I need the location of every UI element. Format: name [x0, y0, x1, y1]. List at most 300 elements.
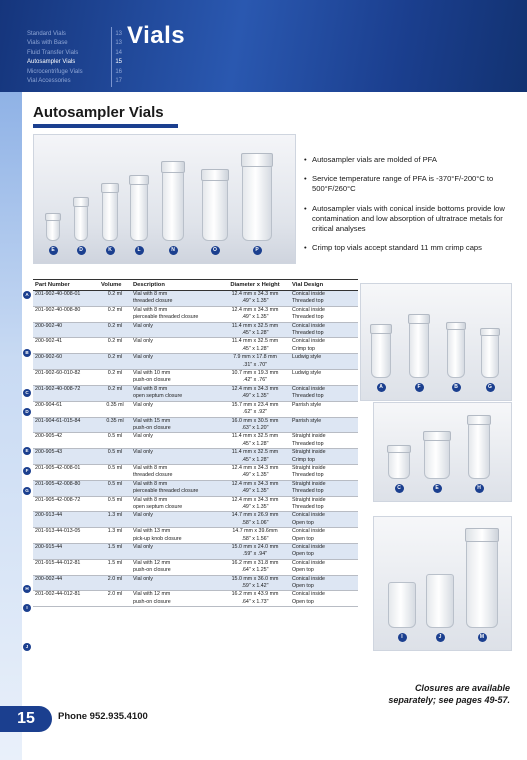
- cell-part-number-text: 200-904-61: [35, 401, 63, 408]
- cell-dimensions-line: 11.4 mm x 32.5 mm: [231, 433, 279, 440]
- page-header: [0, 0, 527, 92]
- cell-dimensions-line: .49" x 1.35": [241, 314, 269, 321]
- cell-description: [131, 591, 220, 607]
- cell-vial-design-line: Conical inside: [292, 322, 325, 329]
- vial-cap-image: [201, 169, 229, 181]
- cell-dimensions: [220, 338, 290, 354]
- cell-vial-design: [290, 354, 358, 370]
- cell-vial-design-line: Straight inside: [292, 496, 326, 503]
- cell-part-number-text: 200-902-40: [35, 322, 63, 329]
- toc-item[interactable]: [27, 68, 122, 77]
- cell-dimensions-line: .49" x 1.35": [241, 298, 269, 305]
- cell-vial-design-line: Conical inside: [292, 306, 325, 313]
- cell-dimensions-line: .49" x 1.35": [241, 393, 269, 400]
- vial-cap-image: [161, 161, 185, 173]
- closures-note: [340, 682, 510, 706]
- cell-part-number: [33, 544, 99, 560]
- row-badge: C: [23, 389, 31, 397]
- cell-description: [131, 480, 220, 496]
- side-strip: [0, 92, 22, 760]
- cell-volume: [99, 401, 131, 417]
- cell-volume-text: 0.2 ml: [107, 370, 123, 377]
- cell-part-number: [33, 496, 99, 512]
- table-row: [33, 338, 358, 354]
- vial-image: [388, 451, 410, 479]
- cell-dimensions-line: 15.0 mm x 24.0 mm: [231, 544, 279, 550]
- toc-item[interactable]: [27, 77, 122, 86]
- photo-label-badge: I: [398, 633, 407, 642]
- cell-part-number-text: 200-913-44: [35, 512, 63, 519]
- cell-dimensions-line: 10.7 mm x 19.3 mm: [231, 370, 279, 377]
- cell-volume-text: 0.2 ml: [107, 385, 123, 392]
- cell-vial-design-line: Open top: [292, 567, 314, 574]
- cell-volume-text: 2.0 ml: [107, 591, 123, 598]
- section-toc: [27, 30, 122, 86]
- cell-volume-text: 0.5 ml: [107, 433, 123, 440]
- cell-volume: [99, 433, 131, 449]
- cell-vial-design: [290, 306, 358, 322]
- cell-volume: [99, 512, 131, 528]
- cell-description-line: Vial with 8 mm: [133, 306, 168, 313]
- cell-vial-design-line: Crimp top: [292, 456, 315, 463]
- cell-description: [131, 322, 220, 338]
- cell-dimensions: [220, 480, 290, 496]
- vial-cap-image: [446, 322, 466, 330]
- photo-label-badge: K: [106, 246, 115, 255]
- cell-vial-design: [290, 528, 358, 544]
- cell-vial-design: [290, 464, 358, 480]
- cell-dimensions: [220, 449, 290, 465]
- toc-item-page: 14: [115, 49, 122, 56]
- bullet-item: [304, 174, 510, 194]
- cell-dimensions-line: 16.2 mm x 43.9 mm: [231, 591, 279, 598]
- cell-volume: [99, 544, 131, 560]
- cell-vial-design: [290, 401, 358, 417]
- cell-dimensions-line: 12.4 mm x 34.3 mm: [231, 480, 279, 487]
- cell-description-line: Vial only: [133, 322, 153, 329]
- product-photo-group-c: [373, 402, 512, 502]
- product-table-wrap: [33, 279, 358, 607]
- cell-dimensions: [220, 559, 290, 575]
- cell-volume: [99, 417, 131, 433]
- header-dimensions: Diameter x Height: [220, 280, 290, 291]
- cell-description-line: pick-up knob closure: [133, 535, 182, 542]
- cell-dimensions-line: 16.0 mm x 30.5 mm: [231, 417, 279, 424]
- header-vial-design: Vial Design: [290, 280, 358, 291]
- table-row: [33, 385, 358, 401]
- cell-description-line: pierceable threaded closure: [133, 488, 199, 495]
- table-row: [33, 354, 358, 370]
- cell-description: [131, 385, 220, 401]
- cell-dimensions-line: .45" x 1.28": [241, 330, 269, 337]
- vial-cap-image: [45, 213, 61, 221]
- cell-vial-design: [290, 591, 358, 607]
- cell-dimensions-line: 7.9 mm x 17.8 mm: [233, 354, 277, 361]
- vial-image: [481, 334, 499, 378]
- cell-vial-design-line: Threaded top: [292, 298, 324, 305]
- cell-dimensions-line: 14.7 mm x 39.6mm: [232, 528, 278, 535]
- cell-volume: [99, 354, 131, 370]
- cell-part-number: [33, 338, 99, 354]
- cell-description-line: Vial only: [133, 575, 153, 582]
- cell-part-number: [33, 512, 99, 528]
- vial-cap-image: [480, 328, 500, 336]
- table-row: [33, 512, 358, 528]
- toc-item-label: Vials with Base: [27, 40, 68, 47]
- cell-volume-text: 1.5 ml: [107, 544, 123, 550]
- cell-volume-text: 0.5 ml: [107, 449, 123, 456]
- bullet-dot-icon: •: [304, 155, 307, 164]
- table-row: [33, 480, 358, 496]
- table-row: [33, 433, 358, 449]
- cell-vial-design: [290, 338, 358, 354]
- vial-image: [102, 191, 118, 241]
- cell-description: [131, 417, 220, 433]
- cell-dimensions: [220, 575, 290, 591]
- cell-part-number: [33, 464, 99, 480]
- cell-description: [131, 544, 220, 560]
- cell-volume-text: 0.2 ml: [107, 338, 123, 345]
- cell-vial-design-line: Ludwig style: [292, 354, 322, 361]
- cell-vial-design: [290, 385, 358, 401]
- vial-image: [46, 219, 60, 241]
- row-badge: I: [23, 604, 31, 612]
- cell-dimensions-line: .64" x 1.25": [241, 567, 269, 574]
- cell-vial-design: [290, 417, 358, 433]
- cell-dimensions: [220, 496, 290, 512]
- cell-dimensions-line: 11.4 mm x 32.5 mm: [231, 338, 279, 345]
- cell-dimensions-line: .63" x 1.20": [241, 424, 269, 431]
- vial-cap-image: [73, 197, 89, 207]
- cell-description-line: [133, 330, 218, 337]
- cell-description: [131, 401, 220, 417]
- toc-item-page: 13: [115, 40, 122, 47]
- cell-volume-text: 0.2 ml: [107, 306, 123, 313]
- vial-image: [130, 183, 148, 241]
- cell-part-number-text: 201-002-44-012-81: [35, 591, 81, 598]
- photo-label-badge: B: [452, 383, 461, 392]
- cell-vial-design-line: [292, 409, 356, 416]
- page-number: 15: [0, 706, 52, 732]
- cell-volume: [99, 306, 131, 322]
- table-row: [33, 591, 358, 607]
- cell-description-line: Vial with 8 mm: [133, 480, 168, 487]
- cell-vial-design-line: Ludwig style: [292, 370, 322, 377]
- header-part-number: Part Number: [33, 280, 99, 291]
- cell-volume-text: 1.5 ml: [107, 559, 123, 566]
- cell-vial-design-line: [292, 377, 356, 384]
- toc-item[interactable]: [27, 30, 122, 39]
- cell-part-number-text: 201-915-44-012-81: [35, 559, 81, 566]
- cell-description-line: Vial with 8 mm: [133, 464, 168, 471]
- cell-vial-design-line: Conical inside: [292, 575, 325, 582]
- vial-image: [424, 439, 450, 479]
- cell-volume-text: 0.2 ml: [107, 322, 123, 329]
- cell-description: [131, 338, 220, 354]
- cell-description-line: Vial with 12 mm: [133, 559, 171, 566]
- cell-volume: [99, 528, 131, 544]
- cell-description: [131, 496, 220, 512]
- bullet-item: [304, 204, 510, 235]
- cell-part-number: [33, 591, 99, 607]
- cell-vial-design-line: Threaded top: [292, 503, 324, 510]
- cell-volume-text: 0.5 ml: [107, 464, 123, 471]
- table-row: [33, 401, 358, 417]
- cell-volume: [99, 291, 131, 307]
- header-divider: [111, 27, 112, 87]
- cell-vial-design-line: Conical inside: [292, 338, 325, 345]
- row-badge: B: [23, 349, 31, 357]
- cell-vial-design-line: Straight inside: [292, 433, 326, 440]
- cell-description-line: Vial with 13 mm: [133, 528, 171, 535]
- table-row: [33, 464, 358, 480]
- feature-bullets: [304, 155, 510, 262]
- cell-dimensions: [220, 354, 290, 370]
- cell-vial-design-line: Parrish style: [292, 401, 322, 408]
- row-badge: E: [23, 447, 31, 455]
- cell-description-line: Vial with 12 mm: [133, 591, 171, 598]
- cell-description: [131, 291, 220, 307]
- cell-part-number: [33, 480, 99, 496]
- row-badge: H: [23, 585, 31, 593]
- cell-vial-design-line: Conical inside: [292, 528, 325, 535]
- cell-dimensions: [220, 591, 290, 607]
- photo-label-badge: C: [395, 484, 404, 493]
- bullet-text: Service temperature range of PFA is -370°F/-200°C to 500°F/260°C: [312, 174, 494, 194]
- photo-label-badge: L: [135, 246, 144, 255]
- cell-dimensions: [220, 291, 290, 307]
- cell-description: [131, 528, 220, 544]
- cell-part-number: [33, 433, 99, 449]
- photo-label-badge: F: [415, 383, 424, 392]
- cell-dimensions: [220, 401, 290, 417]
- row-badge: G: [23, 487, 31, 495]
- product-photo-main: [33, 134, 296, 264]
- cell-dimensions-line: .62" x .92": [242, 409, 268, 416]
- cell-vial-design-line: Open top: [292, 583, 314, 590]
- cell-part-number: [33, 449, 99, 465]
- vial-cap-image: [101, 183, 119, 193]
- cell-description: [131, 306, 220, 322]
- cell-description-line: push-on closure: [133, 424, 171, 431]
- cell-volume: [99, 464, 131, 480]
- cell-description: [131, 354, 220, 370]
- cell-part-number-text: 201-902-60-010-82: [35, 370, 81, 377]
- cell-volume-text: 0.2 ml: [107, 291, 123, 297]
- row-badge: F: [23, 467, 31, 475]
- cell-volume: [99, 559, 131, 575]
- vial-cap-image: [129, 175, 149, 185]
- photo-label-badge: E: [49, 246, 58, 255]
- photo-label-badge: P: [253, 246, 262, 255]
- cell-description-line: Vial only: [133, 512, 153, 519]
- cell-vial-design-line: Conical inside: [292, 512, 325, 519]
- table-row: [33, 528, 358, 544]
- cell-dimensions-line: 14.7 mm x 26.9 mm: [231, 512, 279, 519]
- cell-part-number: [33, 528, 99, 544]
- cell-part-number-text: 201-902-40-008-80: [35, 306, 81, 313]
- phone-number: Phone 952.935.4100: [58, 711, 148, 722]
- cell-description-line: [133, 520, 218, 527]
- cell-vial-design-line: Conical inside: [292, 291, 325, 297]
- table-row: [33, 291, 358, 307]
- row-badge: J: [23, 643, 31, 651]
- cell-description-line: Vial with 8 mm: [133, 496, 168, 503]
- cell-description-line: [133, 362, 218, 369]
- cell-dimensions-line: 11.4 mm x 32.5 mm: [231, 449, 279, 456]
- vial-cap-image: [423, 431, 451, 441]
- bullet-item: [304, 155, 510, 165]
- vial-image: [468, 423, 490, 479]
- cell-description-line: Vial only: [133, 338, 153, 345]
- cell-vial-design-line: Threaded top: [292, 488, 324, 495]
- bullet-dot-icon: •: [304, 203, 307, 213]
- cell-volume-text: 0.5 ml: [107, 480, 123, 487]
- cell-volume: [99, 322, 131, 338]
- cell-dimensions: [220, 433, 290, 449]
- cell-vial-design-line: Threaded top: [292, 314, 324, 321]
- cell-part-number: [33, 306, 99, 322]
- cell-dimensions-line: .49" x 1.35": [241, 472, 269, 479]
- cell-vial-design-line: Parrish style: [292, 417, 322, 424]
- cell-vial-design-line: [292, 362, 356, 369]
- cell-description: [131, 575, 220, 591]
- cell-volume: [99, 575, 131, 591]
- cell-description-line: Vial with 8 mm: [133, 385, 168, 392]
- cell-dimensions-line: 12.4 mm x 34.3 mm: [231, 464, 279, 471]
- cell-dimensions: [220, 544, 290, 560]
- cell-description: [131, 449, 220, 465]
- cell-dimensions-line: .59" x 1.42": [241, 583, 269, 590]
- cell-description-line: Vial only: [133, 449, 153, 456]
- cell-description: [131, 559, 220, 575]
- cell-dimensions-line: 12.4 mm x 34.3 mm: [231, 306, 279, 313]
- toc-item-label: Standard Vials: [27, 31, 66, 37]
- bullet-text: Crimp top vials accept standard 11 mm crimp caps: [312, 243, 482, 253]
- cell-part-number-text: 200-905-42: [35, 433, 63, 440]
- page-title: Vials: [127, 22, 186, 49]
- vial-image: [447, 328, 465, 378]
- cell-vial-design: [290, 433, 358, 449]
- table-row: [33, 559, 358, 575]
- cell-description: [131, 464, 220, 480]
- cell-part-number-text: 200-902-60: [35, 354, 63, 361]
- vial-cap-image: [370, 324, 392, 334]
- table-row: [33, 322, 358, 338]
- cell-vial-design-line: Open top: [292, 535, 314, 542]
- cell-dimensions-line: .59" x .94": [242, 551, 268, 558]
- cell-part-number: [33, 385, 99, 401]
- cell-vial-design: [290, 544, 358, 560]
- cell-vial-design: [290, 480, 358, 496]
- cell-volume: [99, 385, 131, 401]
- cell-vial-design-line: Conical inside: [292, 591, 325, 598]
- vial-image: [202, 179, 228, 241]
- cell-volume-text: 1.3 ml: [107, 512, 123, 519]
- cell-volume: [99, 496, 131, 512]
- cell-description-line: Vial only: [133, 401, 153, 408]
- cell-dimensions-line: .42" x .76": [242, 377, 268, 384]
- photo-label-badge: J: [436, 633, 445, 642]
- cell-volume: [99, 370, 131, 386]
- table-header-row: [33, 280, 358, 291]
- cell-description-line: [133, 457, 218, 464]
- product-table: [33, 279, 358, 607]
- cell-vial-design: [290, 322, 358, 338]
- cell-vial-design-line: Threaded top: [292, 330, 324, 337]
- cell-description-line: Vial with 10 mm: [133, 370, 171, 377]
- cell-description-line: Vial only: [133, 544, 153, 550]
- cell-description: [131, 512, 220, 528]
- photo-label-badge: N: [169, 246, 178, 255]
- cell-vial-design-line: Straight inside: [292, 449, 326, 456]
- cell-dimensions: [220, 370, 290, 386]
- cell-volume-text: 0.35 ml: [106, 417, 124, 424]
- cell-dimensions-line: 15.7 mm x 23.4 mm: [231, 401, 279, 408]
- cell-volume-text: 0.2 ml: [107, 354, 123, 361]
- toc-item[interactable]: [27, 58, 122, 67]
- cell-volume: [99, 591, 131, 607]
- vial-image: [388, 582, 416, 628]
- cell-description-line: open septum closure: [133, 503, 183, 510]
- bullet-text: Autosampler vials with conical inside bottoms provide low contamination and low absorption of ultratrace metals for critical analyses: [312, 203, 505, 234]
- cell-description-line: Vial only: [133, 433, 153, 440]
- toc-item-label: Microcentrifuge Vials: [27, 68, 83, 75]
- cell-dimensions-line: 11.4 mm x 32.5 mm: [231, 322, 279, 329]
- cell-volume: [99, 449, 131, 465]
- bullet-dot-icon: •: [304, 243, 307, 253]
- toc-item-label: Vial Accessories: [27, 78, 71, 85]
- cell-description-line: [133, 409, 218, 416]
- cell-dimensions-line: .45" x 1.28": [241, 456, 269, 463]
- cell-description-line: push-on closure: [133, 567, 171, 574]
- product-photo-group-i: [373, 516, 512, 651]
- vial-cap-image: [467, 415, 491, 425]
- cell-dimensions: [220, 306, 290, 322]
- photo-label-badge: G: [486, 383, 495, 392]
- cell-description-line: pierceable threaded closure: [133, 314, 199, 321]
- cell-part-number-text: 201-905-42-008-01: [35, 464, 81, 471]
- header-description: Description: [131, 280, 220, 291]
- header-volume: Volume: [99, 280, 131, 291]
- vial-image: [409, 322, 429, 378]
- bullet-dot-icon: •: [304, 174, 307, 184]
- cell-dimensions-line: .45" x 1.28": [241, 345, 269, 352]
- vial-cap-image: [387, 445, 411, 453]
- cell-vial-design-line: Open top: [292, 598, 314, 605]
- toc-item[interactable]: [27, 49, 122, 58]
- cell-part-number: [33, 417, 99, 433]
- vial-cap-image: [465, 528, 499, 542]
- cell-part-number-text: 201-902-40-008-72: [35, 385, 81, 392]
- vial-cap-image: [241, 153, 273, 167]
- cell-dimensions-line: .49" x 1.35": [241, 488, 269, 495]
- cell-dimensions-line: .31" x .70": [242, 361, 268, 368]
- table-row: [33, 496, 358, 512]
- vial-image: [74, 205, 88, 241]
- cell-volume-text: 0.35 ml: [106, 401, 124, 408]
- cell-dimensions-line: .58" x 1.06": [241, 519, 269, 526]
- photo-label-badge: D: [77, 246, 86, 255]
- cell-description-line: [133, 346, 218, 353]
- cell-vial-design: [290, 291, 358, 307]
- cell-volume-text: 1.3 ml: [107, 528, 123, 535]
- cell-dimensions-line: 16.2 mm x 31.8 mm: [231, 559, 279, 566]
- cell-part-number: [33, 291, 99, 307]
- photo-label-badge: H: [475, 484, 484, 493]
- vial-image: [371, 332, 391, 378]
- toc-item[interactable]: [27, 39, 122, 48]
